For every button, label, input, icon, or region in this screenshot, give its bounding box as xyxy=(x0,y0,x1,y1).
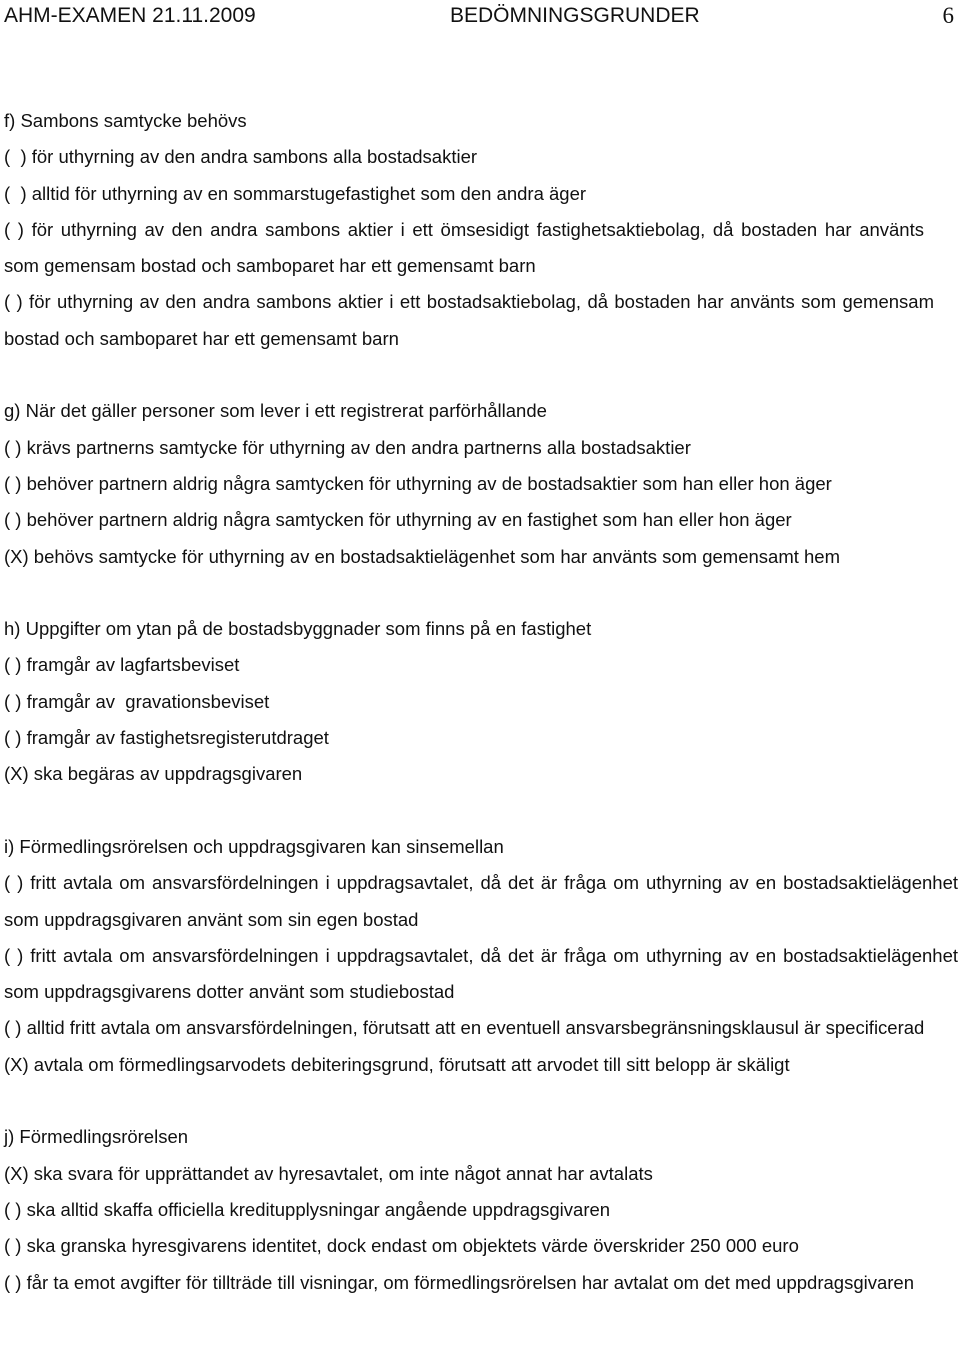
answer-option: ( ) behöver partnern aldrig några samtycken för uthyrning av de bostadsaktier som han eller hon äger xyxy=(4,472,832,494)
answer-option: ( ) för uthyrning av den andra sambons aktier i ett ömsesidigt fastighetsaktiebolag, då bostaden har använts som gemensam bostad och samboparet har ett gemensamt barn xyxy=(4,218,924,277)
answer-option: ( ) fritt avtala om ansvarsfördelningen i uppdragsavtalet, då det är fråga om uthyrning av en bostadsaktielägenhet som uppdragsgivaren använt som sin egen bostad xyxy=(4,872,958,930)
exam-title: AHM-EXAMEN 21.11.2009 xyxy=(4,4,256,27)
answer-option: ( ) krävs partnerns samtycke för uthyrning av den andra partnerns alla bostadsaktier xyxy=(4,436,691,458)
answer-option: ( ) alltid fritt avtala om ansvarsfördelningen, förutsatt att en eventuell ansvarsbegränsningsklausul är specificerad xyxy=(4,1017,925,1039)
question-i xyxy=(4,829,958,1083)
question-title: g) När det gäller personer som lever i ett registrerat parförhållande xyxy=(4,400,547,422)
question-title: f) Sambons samtycke behövs xyxy=(4,110,247,131)
answer-option: ( ) alltid för uthyrning av en sommarstugefastighet som den andra äger xyxy=(4,182,587,204)
answer-option: ( ) ska alltid skaffa officiella kreditupplysningar angående uppdragsgivaren xyxy=(4,1198,611,1220)
answer-option: ( ) får ta emot avgifter för tillträde till visningar, om förmedlingsrörelsen har avtalat om det med uppdragsgivaren xyxy=(4,1271,914,1293)
question-h xyxy=(4,611,958,792)
answer-option: (X) behövs samtycke för uthyrning av en bostadsaktielägenhet som har använts som gemensamt hem xyxy=(4,545,841,567)
answer-option: (X) ska begäras av uppdragsgivaren xyxy=(4,763,303,785)
page-number: 6 xyxy=(942,3,954,28)
answer-option: (X) ska svara för upprättandet av hyresavtalet, om inte något annat har avtalats xyxy=(4,1162,653,1184)
section-heading: BEDÖMNINGSGRUNDER xyxy=(450,4,700,27)
answer-option: ( ) ska granska hyresgivarens identitet, dock endast om objektets värde överskrider 250 000 euro xyxy=(4,1235,799,1257)
answer-option: ( ) framgår av gravationsbeviset xyxy=(4,690,270,712)
document-body xyxy=(4,103,958,1301)
answer-option: ( ) framgår av fastighetsregisterutdraget xyxy=(4,727,329,749)
page-header xyxy=(4,3,956,29)
answer-option: ( ) framgår av lagfartsbeviset xyxy=(4,654,240,676)
answer-option: ( ) för uthyrning av den andra sambons aktier i ett bostadsaktiebolag, då bostaden har använts som gemensam bostad och samboparet har ett gemensamt barn xyxy=(4,291,934,349)
question-title: h) Uppgifter om ytan på de bostadsbyggnader som finns på en fastighet xyxy=(4,618,592,640)
question-g xyxy=(4,393,958,574)
question-title: i) Förmedlingsrörelsen och uppdragsgivaren kan sinsemellan xyxy=(4,835,504,857)
question-j xyxy=(4,1119,958,1300)
answer-option: (X) avtala om förmedlingsarvodets debiteringsgrund, förutsatt att arvodet till sitt belopp är skäligt xyxy=(4,1053,790,1075)
answer-option: ( ) behöver partnern aldrig några samtycken för uthyrning av en fastighet som han eller hon äger xyxy=(4,509,792,531)
answer-option: ( ) fritt avtala om ansvarsfördelningen i uppdragsavtalet, då det är fråga om uthyrning av en bostadsaktielägenhet som uppdragsgivarens dotter använt som studiebostad xyxy=(4,944,958,1003)
question-title: j) Förmedlingsrörelsen xyxy=(4,1126,189,1148)
question-f xyxy=(4,103,958,357)
answer-option: ( ) för uthyrning av den andra sambons alla bostadsaktier xyxy=(4,146,478,168)
